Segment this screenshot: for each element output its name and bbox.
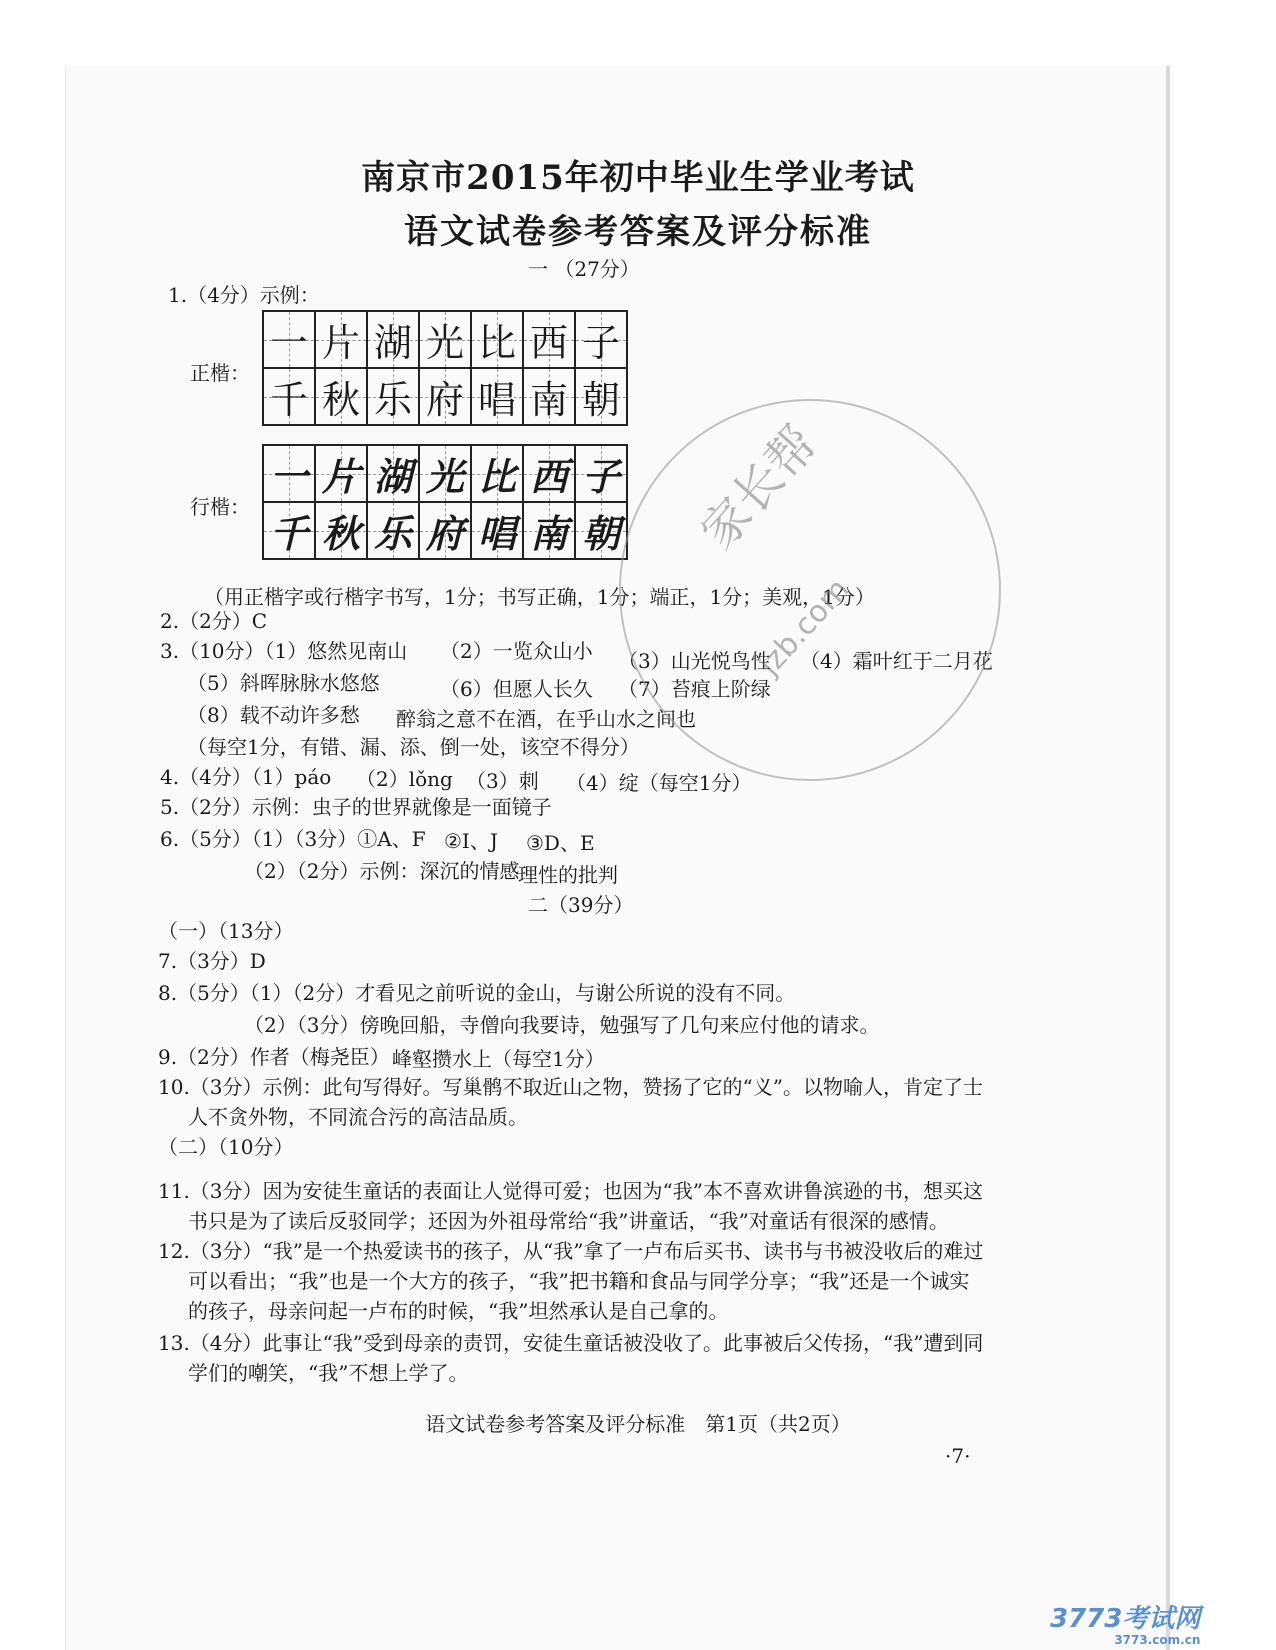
- question-3: 3.（10分）（1）悠然见南山: [160, 639, 408, 663]
- grid-cell: 千: [263, 502, 315, 559]
- grid-cell: 湖: [367, 445, 419, 502]
- answer-item: （6）但愿人长久: [440, 677, 593, 701]
- grid-cell: 西: [523, 445, 575, 502]
- xingkai-grid: [262, 444, 628, 560]
- grid-cell: 府: [419, 502, 471, 559]
- answer-item: （3）山光悦鸟性: [618, 649, 771, 673]
- answer-item: 书只是为了读后反驳同学；还因为外祖母常给“我”讲童话，“我”对童话有很深的感情。: [188, 1209, 949, 1233]
- grid-cell: 唱: [471, 368, 523, 425]
- grid-cell: 乐: [367, 368, 419, 425]
- answer-item: 学们的嘲笑，“我”不想上学了。: [188, 1361, 469, 1385]
- question-6: 6.（5分）（1）（3分）①A、F: [160, 827, 426, 851]
- answer-item: ②I、J: [444, 829, 498, 853]
- grid-cell: 一: [263, 311, 315, 368]
- question-4: 4.（4分）（1）páo: [160, 765, 332, 789]
- kaishu-grid: [262, 310, 628, 426]
- answer-item: （2）一览众山小: [440, 639, 593, 663]
- page-number: ·7·: [945, 1444, 971, 1468]
- answer-item: 醉翁之意不在酒，在乎山水之间也: [396, 707, 696, 731]
- grid-cell: 片: [315, 445, 367, 502]
- grid-cell: 千: [263, 368, 315, 425]
- answer-item: （4）霜叶红于二月花: [800, 649, 993, 673]
- grid-cell: 朝: [575, 368, 627, 425]
- exam-subtitle: 语文试卷参考答案及评分标准: [404, 212, 872, 252]
- part-heading: （二）（10分）: [158, 1135, 294, 1159]
- answer-item: （2）lǒng: [356, 767, 453, 791]
- grid-cell: 一: [263, 445, 315, 502]
- xingkai-row-2: [263, 502, 627, 559]
- answer-item: （7）苔痕上阶绿: [618, 677, 771, 701]
- answer-item: 峰壑攒水上（每空1分）: [392, 1047, 605, 1071]
- logo-url: 3773.com.cn: [1114, 1633, 1201, 1647]
- xingkai-row-1: [263, 445, 627, 502]
- scoring-note: （每空1分，有错、漏、添、倒一处，该空不得分）: [187, 735, 640, 759]
- grid-cell: 秋: [315, 502, 367, 559]
- question-10: 10.（3分）示例：此句写得好。写巢鹘不取近山之物，赞扬了它的“义”。以物喻人，肯定了士: [158, 1075, 983, 1099]
- answer-item: 人不贪外物，不同流合污的高洁品质。: [188, 1105, 528, 1129]
- part-heading: （一）（13分）: [158, 919, 294, 943]
- grid-cell: 西: [523, 311, 575, 368]
- question-1: 1.（4分）示例：: [168, 283, 320, 307]
- question-2: 2.（2分）C: [160, 609, 268, 633]
- question-11: 11.（3分）因为安徒生童话的表面让人觉得可爱；也因为“我”本不喜欢讲鲁滨逊的书，想买这: [158, 1179, 983, 1203]
- section-heading: 二（39分）: [528, 893, 634, 917]
- question-12: 12.（3分）“我”是一个热爱读书的孩子，从“我”拿了一卢布后买书、读书与书被没收后的难过: [158, 1239, 984, 1263]
- logo-brand: 3773考试网: [1050, 1604, 1201, 1634]
- grid-cell: 朝: [575, 502, 627, 559]
- grid-cell: 光: [419, 445, 471, 502]
- answer-item: 理性的批判: [518, 863, 618, 887]
- xingkai-label: 行楷：: [190, 495, 250, 519]
- answer-item: 可以看出；“我”也是一个大方的孩子，“我”把书籍和食品与同学分享；“我”还是一个诚实: [188, 1269, 970, 1293]
- answer-item: ③D、E: [526, 831, 595, 855]
- kaishu-row-2: [263, 368, 627, 425]
- grid-cell: 秋: [315, 368, 367, 425]
- question-9: 9.（2分）作者（梅尧臣）: [158, 1045, 390, 1069]
- grid-cell: 乐: [367, 502, 419, 559]
- grid-cell: 南: [523, 502, 575, 559]
- grid-cell: 南: [523, 368, 575, 425]
- site-logo: [1050, 1598, 1200, 1647]
- grid-cell: 光: [419, 311, 471, 368]
- grid-cell: 片: [315, 311, 367, 368]
- kaishu-row-1: [263, 311, 627, 368]
- grid-cell: 子: [575, 311, 627, 368]
- grid-cell: 比: [471, 445, 523, 502]
- answer-item: 的孩子，母亲问起一卢布的时候，“我”坦然承认是自己拿的。: [188, 1299, 729, 1323]
- answer-item: （8）载不动许多愁: [187, 703, 360, 727]
- scoring-note: （用正楷字或行楷字书写，1分；书写正确，1分；端正，1分；美观，1分）: [204, 585, 875, 609]
- kaishu-label: 正楷：: [190, 361, 250, 385]
- question-8: 8.（5分）（1）（2分）才看见之前听说的金山，与谢公所说的没有不同。: [158, 981, 796, 1005]
- watermark-text: 家长帮: [690, 415, 829, 561]
- grid-cell: 唱: [471, 502, 523, 559]
- answer-item: （2）（3分）傍晚回船，寺僧向我要诗，勉强写了几句来应付他的请求。: [244, 1013, 880, 1037]
- grid-cell: 子: [575, 445, 627, 502]
- question-7: 7.（3分）D: [158, 949, 266, 973]
- exam-title: 南京市2015年初中毕业生学业考试: [361, 158, 915, 198]
- section-heading: 一 （27分）: [528, 257, 640, 281]
- answer-item: （4）绽（每空1分）: [566, 771, 752, 795]
- page-footer: 语文试卷参考答案及评分标准 第1页（共2页）: [425, 1412, 851, 1436]
- answer-item: （5）斜晖脉脉水悠悠: [187, 671, 380, 695]
- watermark-url: jzb.com: [752, 572, 857, 683]
- answer-item: （3）刺: [466, 769, 539, 793]
- grid-cell: 比: [471, 311, 523, 368]
- question-5: 5.（2分）示例：虫子的世界就像是一面镜子: [160, 795, 552, 819]
- answer-item: （2）（2分）示例：深沉的情感: [244, 859, 520, 883]
- grid-cell: 府: [419, 368, 471, 425]
- grid-cell: 湖: [367, 311, 419, 368]
- question-13: 13.（4分）此事让“我”受到母亲的责罚，安徒生童话被没收了。此事被后父传扬，“我”遭到同: [158, 1331, 984, 1355]
